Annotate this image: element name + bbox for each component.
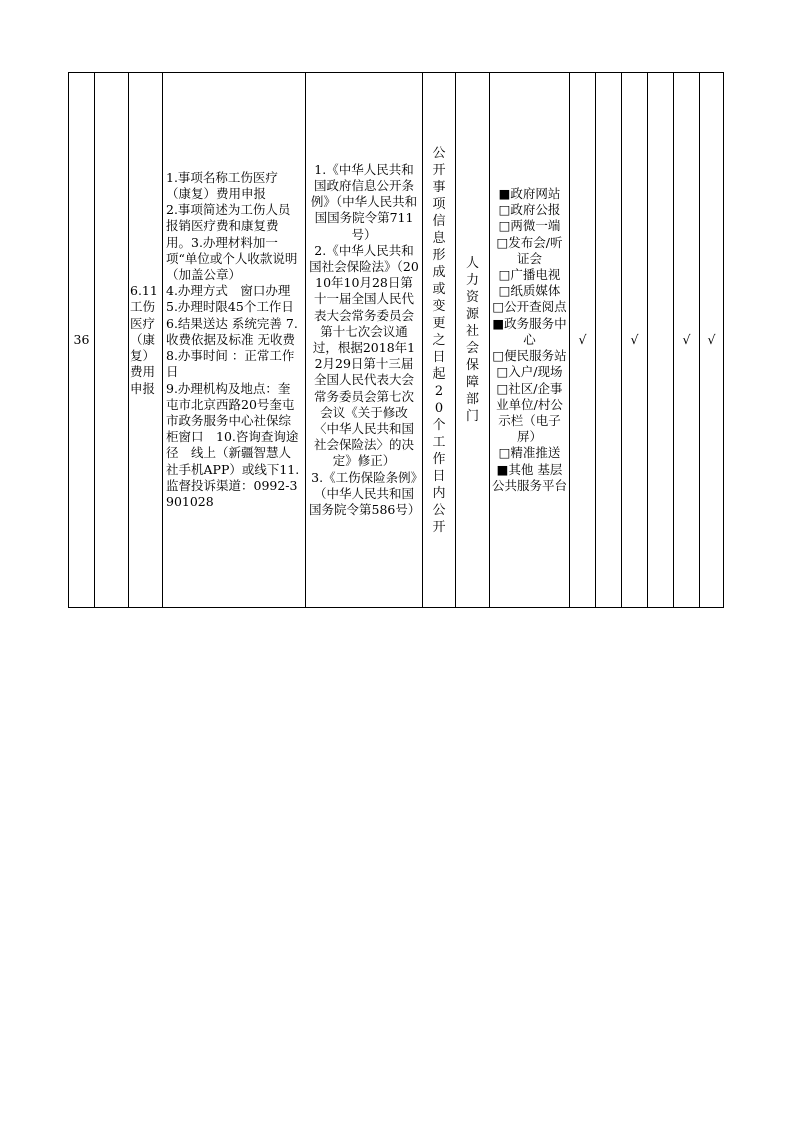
content-line: 2.事项简述为工伤人员报销医疗费和康复费用。3.办理材料加一项“单位或个人收款说明（加盖公章）	[166, 202, 298, 283]
channel-line: □公开查阅点 ■政务服务中心	[492, 299, 580, 347]
row-number: 36	[69, 73, 95, 608]
table-row	[69, 73, 724, 608]
channel-line: □政府公报	[498, 202, 561, 218]
department-cell	[456, 73, 490, 608]
content-line: 4.办理方式 窗口办理5.办理时限45个工作日	[166, 283, 294, 315]
blank-cell	[95, 73, 129, 608]
channel-line: □便民服务站 □入户/现场	[492, 348, 580, 380]
check-mark	[596, 73, 622, 608]
channel-line: □纸质媒体	[498, 283, 561, 299]
basis-line: 1.《中华人民共和国政府信息公开条例》（中华人民共和国国务院令第711号）	[310, 161, 418, 242]
check-mark: √	[700, 73, 724, 608]
content-line: 9.办理机构及地点：奎屯市北京西路20号奎屯市政务服务中心社保综柜窗口 10.咨询查询途径 线上（新疆智慧人社手机APP）或线下11.监督投诉渠道：0992-3901028	[166, 380, 300, 509]
check-mark: √	[674, 73, 700, 608]
channel-line: ■政府网站	[498, 186, 561, 202]
channel-line: □广播电视	[498, 267, 561, 283]
channel-line: □社区/企事业单位/村公示栏（电子屏）	[496, 380, 563, 445]
basis-line: 2.《中华人民共和国社会保险法》（2010年10月28日第十一届全国人民代表大会常务委员会第十七次会议通过，根据2018年12月29日第十三届全国人民代表大会常务委员会第七次会议《关于修改〈中华人民共和国社会保险法〉的决定》修正）	[309, 242, 419, 469]
channel-line: □两微一端	[498, 218, 561, 234]
channel-cell	[490, 73, 580, 608]
channel-line: □精准推送	[498, 445, 561, 461]
content-line: 1.事项名称工伤医疗（康复）费用申报	[166, 169, 278, 202]
basis-cell	[306, 73, 423, 608]
check-mark	[648, 73, 674, 608]
content-line: 6.结果送达 系统完善 7.收费依据及标准 无收费 8.办事时间 ：正常工作日	[166, 315, 308, 380]
channel-line: □发布会/听证会	[496, 234, 563, 266]
sub-item-cell: 6.11工伤医疗（康复）费用申报	[129, 73, 163, 608]
check-mark: √	[570, 73, 596, 608]
time-limit-text: 公开事项信息形成或变更之日起20个工作日内公开	[432, 145, 446, 535]
basis-line: 3.《工伤保险条例》（中华人民共和国国务院令第586号）	[309, 469, 421, 518]
check-mark: √	[622, 73, 648, 608]
time-limit-cell	[423, 73, 456, 608]
department-text: 人力资源社会保障部门	[465, 256, 479, 424]
content-cell	[163, 73, 306, 608]
channel-line: ■其他 基层公共服务平台	[492, 461, 568, 493]
disclosure-table	[68, 72, 724, 608]
